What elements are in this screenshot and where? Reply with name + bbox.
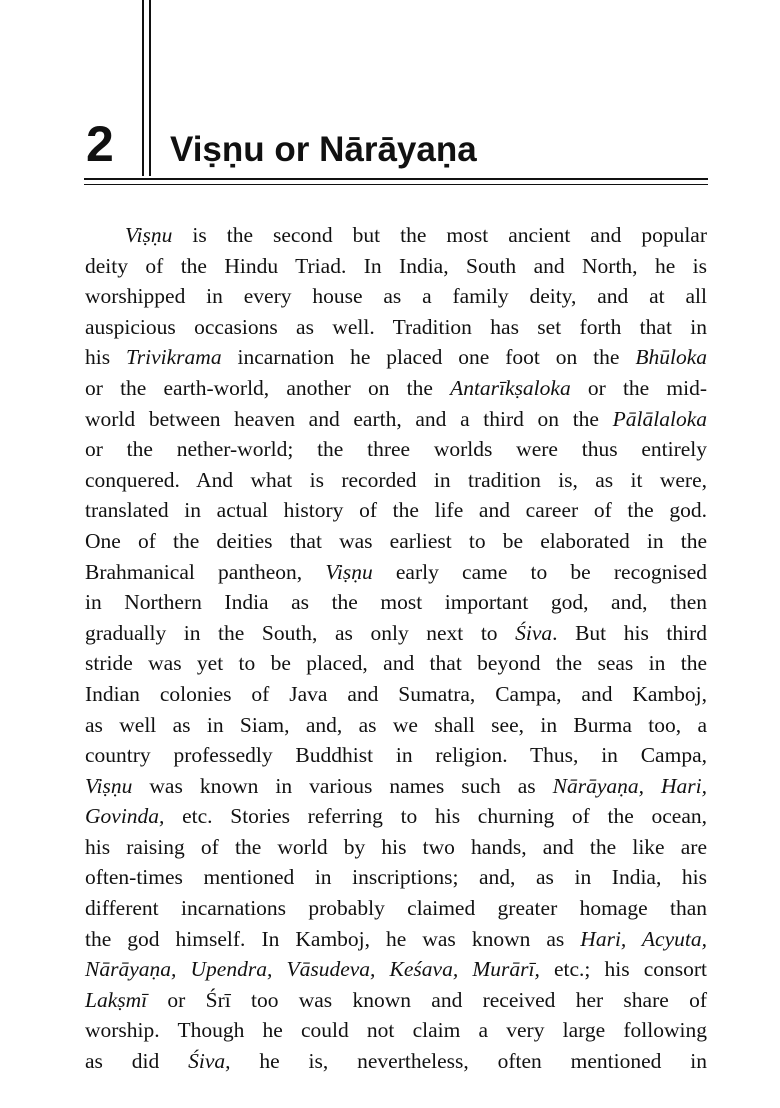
text-span: or the earth-world, another on the (85, 375, 451, 400)
text-span: worshipped in every house as a family deity, and at all (85, 284, 707, 309)
text-span: stride was yet to be placed, and that beyond the seas in the (85, 651, 707, 676)
text-line (85, 342, 707, 373)
text-line (85, 618, 707, 649)
chapter-title: Viṣṇu or Nārāyaṇa (170, 130, 477, 169)
text-span: incarnation he placed one foot on the (221, 345, 636, 370)
text-span: auspicious occasions as well. Tradition has set forth that in (85, 314, 707, 339)
text-span: or the nether-world; the three worlds were thus entirely (85, 437, 707, 462)
italic-term: Viṣṇu (325, 559, 373, 584)
text-span: is the second but the most ancient and popular (172, 223, 707, 247)
text-line (85, 1046, 707, 1077)
text-line (85, 251, 707, 282)
text-line (85, 495, 707, 526)
text-span: . But his third (552, 620, 707, 645)
text-span: worship. Though he could not claim a very large following (85, 1018, 707, 1043)
text-span: translated in actual history of the life and career of the god. (85, 498, 707, 523)
text-span: deity of the Hindu Triad. In India, South and North, he is (85, 253, 707, 278)
text-line (85, 220, 707, 251)
text-line (85, 801, 707, 832)
italic-term: Nārāyaṇa, Upendra, Vāsudeva, Keśava, Murārī, (85, 957, 540, 982)
italic-term: Govinda, (85, 804, 165, 829)
text-span: or the mid- (570, 375, 707, 400)
italic-term: Lakṣmī (85, 987, 148, 1012)
text-span: as well as in Siam, and, as we shall see, in Burma too, a (85, 712, 707, 737)
text-line (85, 924, 707, 955)
body-text (85, 220, 707, 1077)
heading-rule-thick (84, 178, 708, 180)
text-span: he is, nevertheless, often mentioned in (230, 1049, 707, 1074)
text-line (85, 862, 707, 893)
text-span: early came to be recognised (372, 559, 707, 584)
text-span: in Northern India as the most important god, and, then (85, 590, 707, 615)
italic-term: Antarīkṣaloka (450, 375, 571, 400)
italic-term: Bhūloka (635, 345, 708, 370)
italic-term: Hari, Acyuta, (580, 926, 707, 951)
text-span: often-times mentioned in inscriptions; and, as in India, his (85, 865, 707, 890)
text-span: country professedly Buddhist in religion. Thus, in Campa, (85, 743, 707, 768)
text-line (85, 771, 707, 802)
text-line (85, 648, 707, 679)
text-line (85, 526, 707, 557)
text-span: etc.; his consort (539, 957, 708, 982)
text-span: the god himself. In Kamboj, he was known as (85, 926, 581, 951)
text-line (85, 740, 707, 771)
text-span: his raising of the world by his two hands, and the like are (85, 834, 707, 859)
text-span: different incarnations probably claimed greater homage than (85, 896, 707, 921)
text-span: One of the deities that was earliest to be elaborated in the (85, 528, 707, 553)
italic-term: Viṣṇu (85, 773, 133, 798)
text-span: his (85, 345, 126, 370)
heading-rule-thin (84, 184, 708, 185)
text-line (85, 312, 707, 343)
text-line (85, 404, 707, 435)
text-line (85, 954, 707, 985)
text-line (85, 710, 707, 741)
text-span: gradually in the South, as only next to (85, 620, 516, 645)
italic-term: Pālālaloka (612, 406, 707, 431)
text-line (85, 832, 707, 863)
text-line (85, 587, 707, 618)
chapter-number: 2 (86, 116, 114, 172)
text-span: was known in various names such as (132, 773, 553, 798)
text-span: as did (85, 1049, 189, 1074)
italic-term: Viṣṇu (125, 223, 173, 247)
text-line (85, 557, 707, 588)
text-span: conquered. And what is recorded in tradition is, as it were, (85, 467, 707, 492)
chapter-vertical-rule-left (142, 0, 144, 176)
text-span: etc. Stories referring to his churning of the ocean, (164, 804, 707, 829)
text-span: world between heaven and earth, and a third on the (85, 406, 613, 431)
italic-term: Trivikrama (126, 345, 222, 370)
text-span: Brahmanical pantheon, (85, 559, 326, 584)
text-span: or Śrī too was known and received her share of (147, 987, 707, 1012)
text-line (85, 1015, 707, 1046)
text-line (85, 679, 707, 710)
text-span: Indian colonies of Java and Sumatra, Campa, and Kamboj, (85, 681, 707, 706)
italic-term: Śiva, (188, 1049, 231, 1074)
text-line (85, 373, 707, 404)
text-line (85, 281, 707, 312)
text-line (85, 985, 707, 1016)
chapter-vertical-rule-right (149, 0, 151, 176)
italic-term: Śiva (515, 620, 553, 645)
text-line (85, 434, 707, 465)
italic-term: Nārāyaṇa, Hari, (552, 773, 707, 798)
text-line (85, 465, 707, 496)
text-line (85, 893, 707, 924)
